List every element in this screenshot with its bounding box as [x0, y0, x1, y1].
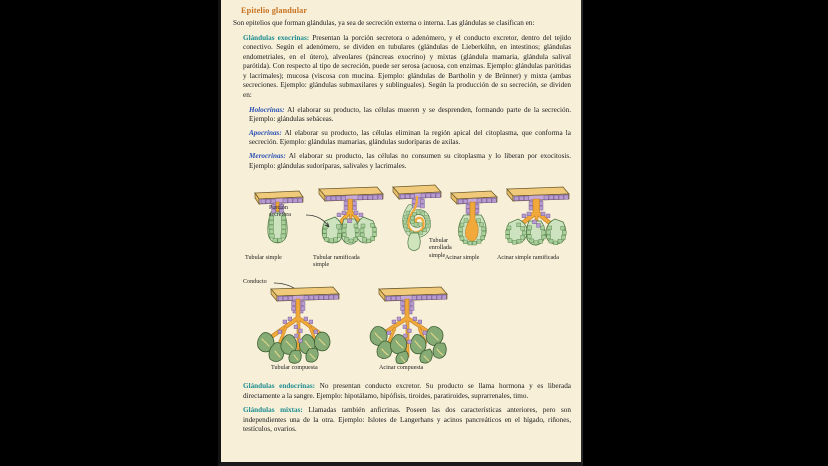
text-endocrinas: No presentan conducto excretor. Su producto se llama hormona y es liberada directamente a la sangre. Ejemplo: hipotálamo, hipófisis, tiroides, paratiroides, suprarrenales, timo.	[243, 382, 571, 400]
caption-tubular-simple: Tubular simple	[245, 255, 282, 262]
paragraph-apocrinas	[249, 129, 571, 148]
paragraph-exocrinas	[243, 34, 571, 101]
text-merocrinas: Al elaborar su producto, las células no consumen su citoplasma y lo liberan por exocitosis. Ejemplo: glándulas sudoríparas, salivales y lacrimales.	[249, 151, 571, 170]
gland-types-figure	[233, 175, 571, 380]
leader-line-porcion-secretora	[305, 211, 339, 235]
page-content	[221, 0, 581, 462]
paragraph-holocrinas	[249, 106, 571, 125]
text-mixtas: Llamadas también anficrinas. Poseen las dos características anteriores, pero son independientes una de la otra. Ejemplo: Islotes de Langerhans y acinos pancreáticos en el hígado, riñones, testículos, ovarios.	[243, 406, 571, 434]
term-merocrinas: Merocrinas:	[249, 151, 286, 160]
annotation-conducto: Conducto	[243, 279, 267, 286]
caption-tubular-enrollada-simple: Tubular enrollada simple	[429, 238, 452, 259]
term-holocrinas: Holocrinas:	[249, 105, 285, 114]
intro-paragraph: Son epitelios que forman glándulas, ya sea de secreción externa o interna. Las glándulas se clasifican en:	[233, 19, 535, 27]
page-title: Epitelio glandular	[241, 6, 308, 15]
text-exocrinas: Presentan la porción secretora o adenómero, y el conducto excretor, dentro del tejido conectivo. Según el adenómero, se dividen en tubulares (glándulas de Lieberkühn, en intestinos; glándulas endometriales, en el útero), alveolares (páncreas exocrino) y mixtas (glándula mamaria, glándula salival parótida). Con respecto al tipo de secreción, puede ser serosa (acuosa, con enzimas. Ejemplo: glándulas parótidas y lacrimales); mucosa (viscosa con mucina. Ejemplo: glándulas de Bartholin y de Brünner) y mixta (ambas secreciones. Ejemplo: glándulas submaxilares y sublinguales). Según la producción de su secreción, se dividen en:	[243, 33, 571, 100]
paragraph-merocrinas	[249, 152, 571, 171]
caption-tubular-compuesta: Tubular compuesta	[271, 365, 318, 372]
diagram-acinar-simple-ramificada	[499, 179, 575, 249]
caption-tubular-ramificada-simple: Tubular ramificada simple	[313, 255, 360, 269]
diagram-tubular-compuesta	[249, 283, 345, 365]
term-exocrinas: Glándulas exocrinas:	[243, 33, 310, 42]
term-endocrinas: Glándulas endocrinas:	[243, 382, 316, 391]
text-apocrinas: Al elaborar su producto, las células eliminan la región apical del citoplasma, que conforma la secreción. Ejemplo: glándulas mamarias, glándulas sudoríparas de axilas.	[249, 128, 571, 147]
caption-acinar-compuesta: Acinar compuesta	[379, 365, 424, 372]
text-holocrinas: Al elaborar su producto, las células mueren y se desprenden, formando parte de la secreción. Ejemplo: glándulas sebáceas.	[249, 105, 571, 124]
document-page	[218, 0, 583, 466]
term-apocrinas: Apocrinas:	[249, 128, 282, 137]
caption-acinar-simple-ramificada: Acinar simple ramificada	[497, 255, 559, 262]
diagram-acinar-compuesta	[365, 283, 459, 365]
term-mixtas: Glándulas mixtas:	[243, 406, 303, 415]
caption-acinar-simple: Acinar simple	[445, 255, 480, 262]
paragraph-mixtas	[243, 406, 571, 435]
paragraph-endocrinas	[243, 382, 571, 401]
annotation-porcion-secretora: Porción secretora	[269, 205, 291, 219]
